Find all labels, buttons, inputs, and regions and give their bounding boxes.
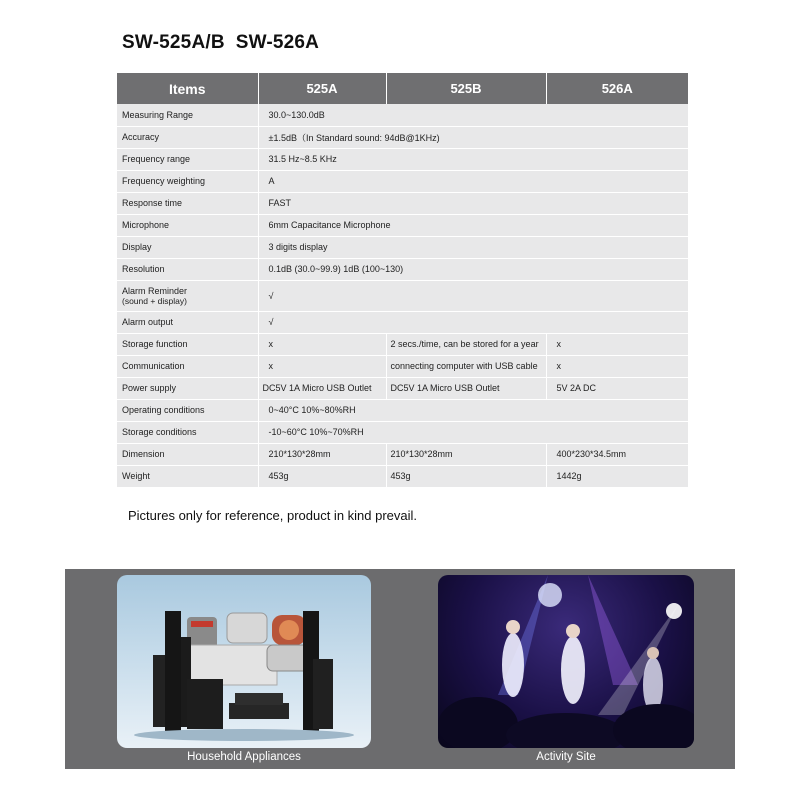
row-label: Communication <box>117 355 258 377</box>
activity-site-illustration <box>438 575 694 748</box>
spec-table-header <box>117 73 688 104</box>
row-value-525b: connecting computer with USB cable <box>386 355 546 377</box>
table-row <box>117 421 688 443</box>
header-items: Items <box>117 73 258 104</box>
row-value-525a: 210*130*28mm <box>258 443 386 465</box>
row-value: 31.5 Hz~8.5 KHz <box>258 148 688 170</box>
row-label: Dimension <box>117 443 258 465</box>
row-value: 3 digits display <box>258 236 688 258</box>
row-value-525b: 210*130*28mm <box>386 443 546 465</box>
table-row <box>117 148 688 170</box>
row-label: Frequency weighting <box>117 170 258 192</box>
row-value-525a: x <box>258 333 386 355</box>
row-label: Display <box>117 236 258 258</box>
table-row <box>117 214 688 236</box>
row-value-525a: x <box>258 355 386 377</box>
header-526a: 526A <box>546 73 688 104</box>
row-label: Storage function <box>117 333 258 355</box>
row-value-526a: x <box>546 333 688 355</box>
row-label: Frequency range <box>117 148 258 170</box>
row-value-526a: 5V 2A DC <box>546 377 688 399</box>
row-value-526a: x <box>546 355 688 377</box>
table-row <box>117 355 688 377</box>
page-title: SW-525A/B SW-526A <box>122 32 320 53</box>
row-value-525b: 2 secs./time, can be stored for a year <box>386 333 546 355</box>
spec-table <box>117 73 688 488</box>
table-row <box>117 258 688 280</box>
row-label: Operating conditions <box>117 399 258 421</box>
row-label: Weight <box>117 465 258 487</box>
activity-site-label: Activity Site <box>536 751 596 763</box>
table-row <box>117 333 688 355</box>
row-label: Response time <box>117 192 258 214</box>
table-row <box>117 377 688 399</box>
row-value: √ <box>258 280 688 311</box>
row-value-525b: DC5V 1A Micro USB Outlet <box>386 377 546 399</box>
row-label: Power supply <box>117 377 258 399</box>
row-value-526a: 400*230*34.5mm <box>546 443 688 465</box>
row-value: ±1.5dB（In Standard sound: 94dB@1KHz) <box>258 126 688 148</box>
row-value-525a: DC5V 1A Micro USB Outlet <box>258 377 386 399</box>
row-value: √ <box>258 311 688 333</box>
row-label-main: Alarm Reminder <box>122 285 188 296</box>
table-row <box>117 170 688 192</box>
row-value: 30.0~130.0dB <box>258 104 688 126</box>
table-row <box>117 311 688 333</box>
row-value: 6mm Capacitance Microphone <box>258 214 688 236</box>
table-row <box>117 236 688 258</box>
row-label: Resolution <box>117 258 258 280</box>
row-label: Accuracy <box>117 126 258 148</box>
table-row <box>117 192 688 214</box>
row-value: A <box>258 170 688 192</box>
household-appliances-photo <box>117 575 371 748</box>
header-525b: 525B <box>386 73 546 104</box>
header-525a: 525A <box>258 73 386 104</box>
table-row <box>117 280 688 311</box>
activity-site-photo <box>438 575 694 748</box>
row-value-525a: 453g <box>258 465 386 487</box>
row-value: 0.1dB (30.0~99.9) 1dB (100~130) <box>258 258 688 280</box>
row-value: -10~60°C 10%~70%RH <box>258 421 688 443</box>
row-label-sub: (sound + display) <box>122 295 187 306</box>
row-label: Storage conditions <box>117 421 258 443</box>
row-label: Alarm output <box>117 311 258 333</box>
household-appliances-illustration <box>117 575 371 748</box>
row-value-526a: 1442g <box>546 465 688 487</box>
reference-note: Pictures only for reference, product in kind prevail. <box>128 508 418 523</box>
table-row <box>117 126 688 148</box>
table-row <box>117 399 688 421</box>
household-appliances-label: Household Appliances <box>187 751 301 763</box>
table-row <box>117 104 688 126</box>
application-panel <box>65 569 735 769</box>
row-value-525b: 453g <box>386 465 546 487</box>
table-row <box>117 443 688 465</box>
row-value: 0~40°C 10%~80%RH <box>258 399 688 421</box>
table-row <box>117 465 688 487</box>
row-label <box>117 280 258 311</box>
row-label: Microphone <box>117 214 258 236</box>
row-value: FAST <box>258 192 688 214</box>
row-label: Measuring Range <box>117 104 258 126</box>
